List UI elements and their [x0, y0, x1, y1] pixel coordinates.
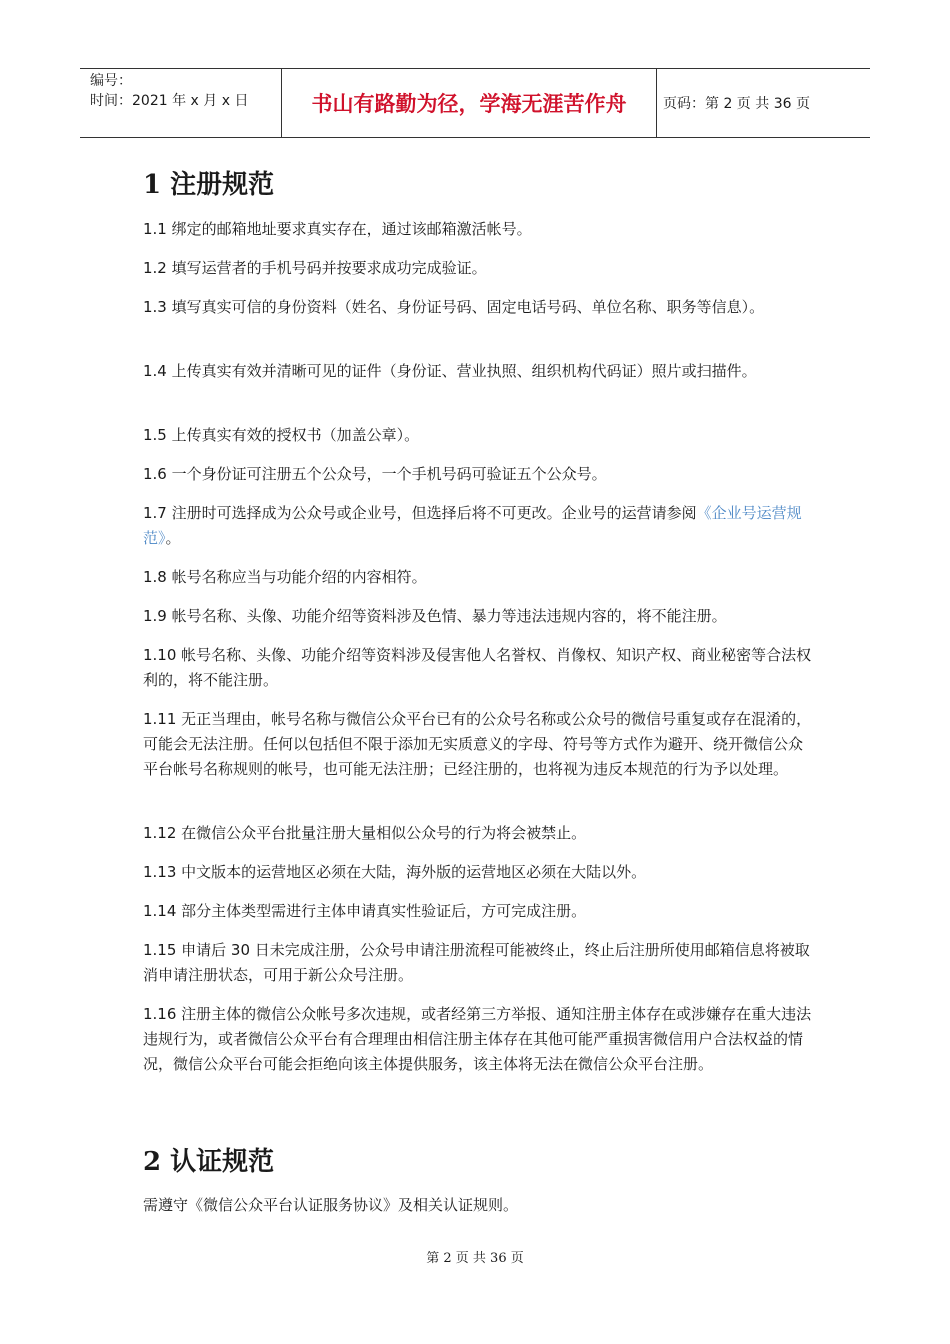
paragraph-1-10: 1.10 帐号名称、头像、功能介绍等资料涉及侵害他人名誉权、肖像权、知识产权、商业秘密等合法权利的，将不能注册。 — [143, 646, 812, 689]
document-header — [80, 68, 870, 138]
paragraph-1-1: 1.1 绑定的邮箱地址要求真实存在，通过该邮箱激活帐号。 — [143, 220, 532, 238]
paragraph-1-8: 1.8 帐号名称应当与功能介绍的内容相符。 — [143, 568, 427, 586]
paragraph-1-3: 1.3 填写真实可信的身份资料（姓名、身份证号码、固定电话号码、单位名称、职务等信息）。 — [143, 298, 765, 316]
page-footer: 第 2 页 共 36 页 — [426, 1251, 524, 1266]
paragraph-1-5: 1.5 上传真实有效的授权书（加盖公章）。 — [143, 426, 420, 444]
paragraph-1-9: 1.9 帐号名称、头像、功能介绍等资料涉及色情、暴力等违法违规内容的，将不能注册。 — [143, 607, 727, 625]
paragraph-1-7-end: 。 — [165, 529, 181, 547]
section-2-text: 需遵守《微信公众平台认证服务协议》及相关认证规则。 — [143, 1196, 519, 1214]
header-motto: 书山有路勤为径，学海无涯苦作舟 — [282, 69, 657, 137]
code-label: 编号： — [90, 73, 132, 89]
paragraph-1-7-text: 1.7 注册时可选择成为公众号或企业号，但选择后将不可更改。企业号的运营请参阅 — [143, 504, 697, 522]
enterprise-spec-link[interactable]: 《企业号运营规范》 — [143, 504, 802, 547]
section-2-title: 2 认证规范 — [143, 1147, 275, 1177]
paragraph-1-15: 1.15 申请后 30 日未完成注册，公众号申请注册流程可能被终止，终止后注册所使用邮箱信息将被取消申请注册状态，可用于新公众号注册。 — [143, 941, 810, 984]
paragraph-1-13: 1.13 中文版本的运营地区必须在大陆，海外版的运营地区必须在大陆以外。 — [143, 863, 647, 881]
time-label: 时间：2021 年 x 月 x 日 — [90, 93, 249, 109]
paragraph-1-14: 1.14 部分主体类型需进行主体申请真实性验证后，方可完成注册。 — [143, 902, 587, 920]
paragraph-1-2: 1.2 填写运营者的手机号码并按要求成功完成验证。 — [143, 259, 487, 277]
paragraph-1-11: 1.11 无正当理由，帐号名称与微信公众平台已有的公众号名称或公众号的微信号重复或存在混淆的，可能会无法注册。任何以包括但不限于添加无实质意义的字母、符号等方式作为避开、绕开微信公众平台帐号名称规则的帐号，也可能无法注册；已经注册的，也将视为违反本规范的行为予以处理。 — [143, 710, 812, 778]
paragraph-1-16: 1.16 注册主体的微信公众帐号多次违规，或者经第三方举报、通知注册主体存在或涉嫌存在重大违法违规行为，或者微信公众平台有合理理由相信注册主体存在其他可能严重损害微信用户合法权益的情况，微信公众平台可能会拒绝向该主体提供服务，该主体将无法在微信公众平台注册。 — [143, 1005, 812, 1073]
paragraph-1-6: 1.6 一个身份证可注册五个公众号，一个手机号码可验证五个公众号。 — [143, 465, 607, 483]
section-1-title: 1 注册规范 — [143, 170, 275, 200]
paragraph-1-4: 1.4 上传真实有效并清晰可见的证件（身份证、营业执照、组织机构代码证）照片或扫描件。 — [143, 362, 757, 380]
paragraph-1-12: 1.12 在微信公众平台批量注册大量相似公众号的行为将会被禁止。 — [143, 824, 587, 842]
header-meta — [80, 69, 282, 137]
header-page-info: 页码：第 2 页 共 36 页 — [663, 96, 810, 112]
paragraph-1-7 — [143, 501, 813, 551]
